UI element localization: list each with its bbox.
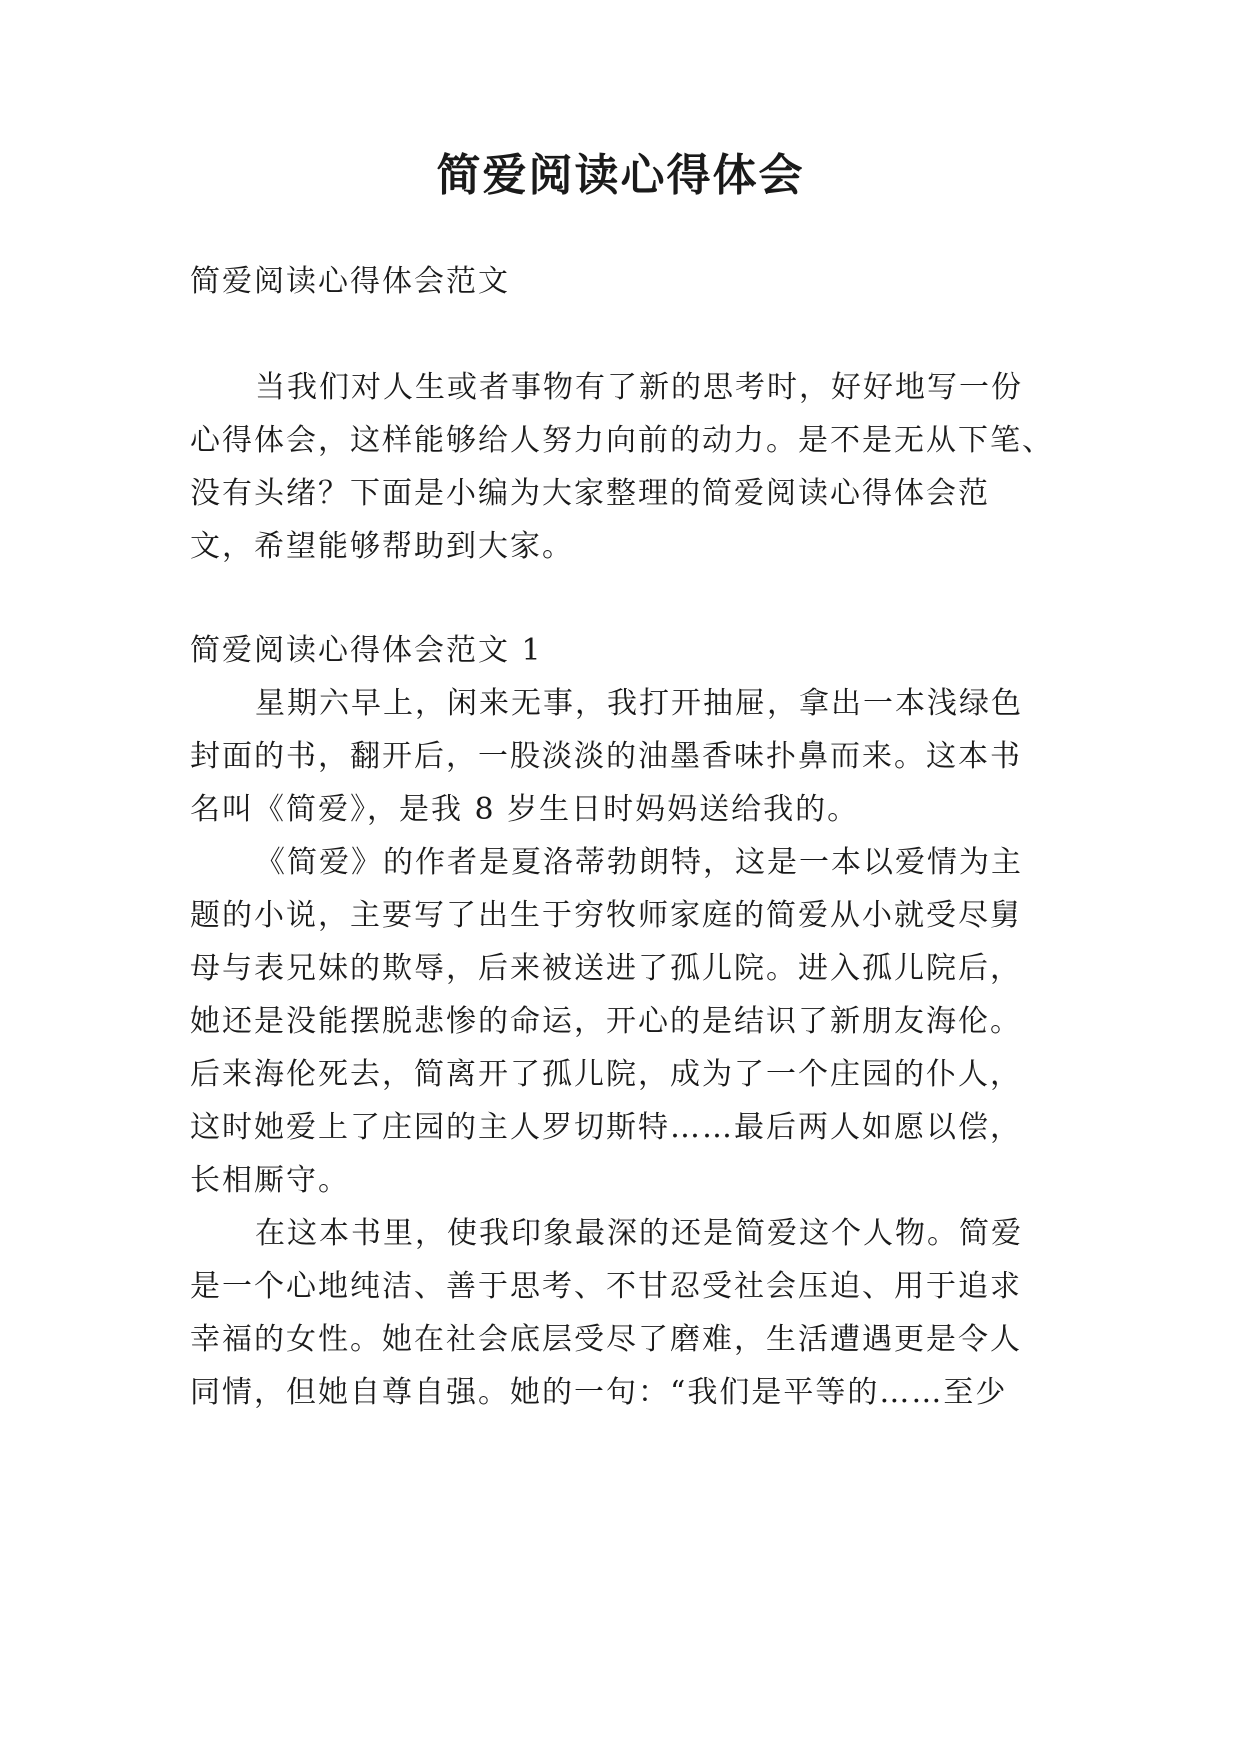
- paragraph-line: 后来海伦死去，简离开了孤儿院，成为了一个庄园的仆人，: [190, 1057, 1022, 1092]
- intro-line: 文，希望能够帮助到大家。: [190, 529, 574, 564]
- document-subtitle: 简爱阅读心得体会范文: [190, 264, 510, 299]
- intro-line: 当我们对人生或者事物有了新的思考时，好好地写一份: [255, 370, 1023, 405]
- paragraph-line: 名叫《简爱》，是我 8 岁生日时妈妈送给我的。: [190, 792, 860, 827]
- paragraph-line: 同情，但她自尊自强。她的一句：“我们是平等的……至少: [190, 1375, 1008, 1410]
- paragraph-line: 星期六早上，闲来无事，我打开抽屉，拿出一本浅绿色: [255, 686, 1023, 721]
- paragraph-line: 是一个心地纯洁、善于思考、不甘忍受社会压迫、用于追求: [190, 1269, 1022, 1304]
- intro-line: 没有头绪？下面是小编为大家整理的简爱阅读心得体会范: [190, 476, 990, 511]
- paragraph-line: 这时她爱上了庄园的主人罗切斯特……最后两人如愿以偿，: [190, 1110, 1022, 1145]
- paragraph-line: 她还是没能摆脱悲惨的命运，开心的是结识了新朋友海伦。: [190, 1004, 1022, 1039]
- page-title: 简爱阅读心得体会: [436, 150, 805, 201]
- paragraph-line: 在这本书里，使我印象最深的还是简爱这个人物。简爱: [255, 1216, 1023, 1251]
- paragraph-line: 幸福的女性。她在社会底层受尽了磨难，生活遭遇更是令人: [190, 1322, 1022, 1357]
- paragraph-line: 题的小说，主要写了出生于穷牧师家庭的简爱从小就受尽舅: [190, 898, 1022, 933]
- paragraph-line: 封面的书，翻开后，一股淡淡的油墨香味扑鼻而来。这本书: [190, 739, 1022, 774]
- paragraph-line: 《简爱》的作者是夏洛蒂勃朗特，这是一本以爱情为主: [255, 845, 1023, 880]
- intro-line: 心得体会，这样能够给人努力向前的动力。是不是无从下笔、: [190, 423, 1054, 458]
- paragraph-line: 母与表兄妹的欺辱，后来被送进了孤儿院。进入孤儿院后，: [190, 951, 1022, 986]
- section-heading: 简爱阅读心得体会范文 1: [190, 633, 543, 668]
- paragraph-line: 长相厮守。: [190, 1163, 350, 1198]
